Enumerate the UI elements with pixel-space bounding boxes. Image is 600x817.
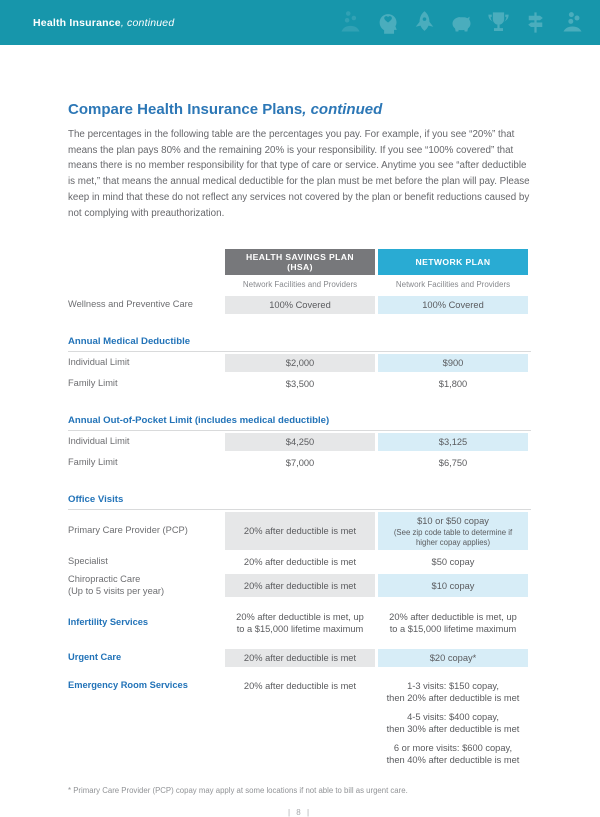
page-title — [68, 101, 531, 118]
value-cell-hsa — [225, 296, 375, 314]
value-cell-net — [378, 553, 528, 571]
subheader-hsa: Network Facilities and Providers — [242, 280, 358, 290]
value-text: 20% after deductible is met — [243, 681, 357, 692]
value-paragraph: 4-5 visits: $400 copay, then 30% after deductible is met — [386, 712, 520, 735]
value-cell-hsa — [225, 678, 375, 769]
value-text: 20% after deductible is met — [243, 653, 357, 664]
value-cell-net — [378, 649, 528, 667]
section-title: Annual Out-of-Pocket Limit (includes medical deductible) — [68, 415, 531, 431]
section-title: Annual Medical Deductible — [68, 336, 531, 352]
table-row — [68, 678, 531, 769]
trophy-icon — [485, 9, 512, 36]
value-cell-net — [378, 512, 528, 550]
footnote: * Primary Care Provider (PCP) copay may apply at some locations if not able to bill as urgent care. — [68, 786, 408, 796]
page-title-suffix: , continued — [302, 101, 383, 118]
value-cell-net — [378, 678, 528, 769]
value-text: $900 — [442, 358, 464, 369]
value-cell-hsa — [225, 354, 375, 372]
value-cell-hsa — [225, 433, 375, 451]
value-text: $50 copay — [431, 557, 475, 568]
value-text: $3,125 — [438, 437, 468, 448]
value-text: $3,500 — [285, 379, 315, 390]
value-text: 100% Covered — [269, 300, 331, 311]
table-row — [68, 375, 531, 393]
table-row — [68, 553, 531, 571]
value-cell-net — [378, 296, 528, 314]
row-label: Specialist — [68, 556, 108, 567]
table-row — [68, 649, 531, 667]
value-paragraph: 6 or more visits: $600 copay, then 40% after deductible is met — [386, 743, 520, 766]
value-cell-net — [378, 433, 528, 451]
value-text: $20 copay* — [429, 653, 477, 664]
value-cell-hsa — [225, 375, 375, 393]
value-text: 100% Covered — [422, 300, 484, 311]
value-text: 20% after deductible is met, up to a $15,000 lifetime maximum — [389, 612, 517, 635]
row-label: Chiropractic Care (Up to 5 visits per year) — [68, 574, 165, 596]
header-title — [33, 17, 174, 29]
page-number: | 8 | — [287, 808, 312, 817]
value-cell-hsa — [225, 512, 375, 550]
header-title-suffix: , continued — [120, 16, 175, 29]
row-label: Infertility Services — [68, 617, 149, 628]
signpost-icon — [522, 9, 549, 36]
value-text: $10 or $50 copay — [417, 516, 489, 527]
value-cell-hsa — [225, 454, 375, 472]
coins-hand-icon — [559, 9, 586, 36]
table-header-row — [68, 249, 531, 275]
subheader-spacer — [68, 275, 225, 293]
head-heart-icon — [374, 9, 401, 36]
row-label: Primary Care Provider (PCP) — [68, 525, 188, 536]
table-body — [68, 296, 531, 769]
page-title-main: Compare Health Insurance Plans — [68, 101, 303, 118]
row-label: Urgent Care — [68, 652, 122, 663]
table-row — [68, 512, 531, 550]
header-title-main: Health Insurance — [33, 16, 121, 29]
piggy-bank-icon — [448, 9, 475, 36]
table-row — [68, 433, 531, 451]
value-text: $6,750 — [438, 458, 468, 469]
value-cell-net — [378, 454, 528, 472]
value-text: 20% after deductible is met — [243, 580, 357, 591]
value-text: $1,800 — [438, 379, 468, 390]
coins-drop-icon — [337, 9, 364, 36]
value-text: $4,250 — [285, 437, 315, 448]
value-cell-hsa — [225, 649, 375, 667]
table-row — [68, 296, 531, 314]
section-title: Office Visits — [68, 494, 531, 510]
rocket-icon — [411, 9, 438, 36]
page-content — [0, 101, 600, 817]
value-cell-hsa — [225, 608, 375, 638]
subheader-network: Network Facilities and Providers — [395, 280, 511, 290]
value-cell-net — [378, 608, 528, 638]
value-cell-net — [378, 574, 528, 597]
value-text: $10 copay — [431, 580, 475, 591]
row-label: Emergency Room Services — [68, 680, 188, 691]
table-row — [68, 608, 531, 638]
table-row — [68, 354, 531, 372]
value-text: $7,000 — [285, 458, 315, 469]
table-row — [68, 574, 531, 597]
column-header-network: NETWORK PLAN — [378, 249, 528, 275]
row-label: Family Limit — [68, 378, 118, 389]
value-paragraph: 1-3 visits: $150 copay, then 20% after deductible is met — [386, 681, 520, 704]
row-label: Wellness and Preventive Care — [68, 299, 193, 310]
value-text: 20% after deductible is met — [243, 526, 357, 537]
row-label: Individual Limit — [68, 357, 130, 368]
page-header-bar — [0, 0, 600, 45]
column-header-hsa: HEALTH SAVINGS PLAN (HSA) — [225, 249, 375, 275]
value-cell-hsa — [225, 553, 375, 571]
value-text: 20% after deductible is met, up to a $15,000 lifetime maximum — [236, 612, 364, 635]
value-note: (See zip code table to determine if higher copay applies) — [393, 528, 513, 547]
value-cell-net — [378, 375, 528, 393]
value-text: $2,000 — [285, 358, 315, 369]
row-label: Individual Limit — [68, 436, 130, 447]
header-icon-row — [337, 9, 586, 36]
plan-comparison-table — [68, 249, 531, 769]
table-row — [68, 454, 531, 472]
header-spacer — [68, 249, 225, 275]
value-cell-net — [378, 354, 528, 372]
table-subheader-row — [68, 275, 531, 293]
intro-paragraph: The percentages in the following table are the percentages you pay. For example, if you see “20%” that means the plan pays 80% and the remaining 20% is your responsibility. If you see “100% covered” that means there is no member responsibility for that type of care or service. Anytime you see “after deductible is met,” that means the annual medical deductible for the plan must be met before the plan will pay. Please keep in mind that these do not reflect any services not covered by the plan or benefit reductions caused by not complying with preauthorization. — [68, 129, 530, 219]
value-cell-hsa — [225, 574, 375, 597]
row-label: Family Limit — [68, 457, 118, 468]
value-text: 20% after deductible is met — [243, 557, 357, 568]
